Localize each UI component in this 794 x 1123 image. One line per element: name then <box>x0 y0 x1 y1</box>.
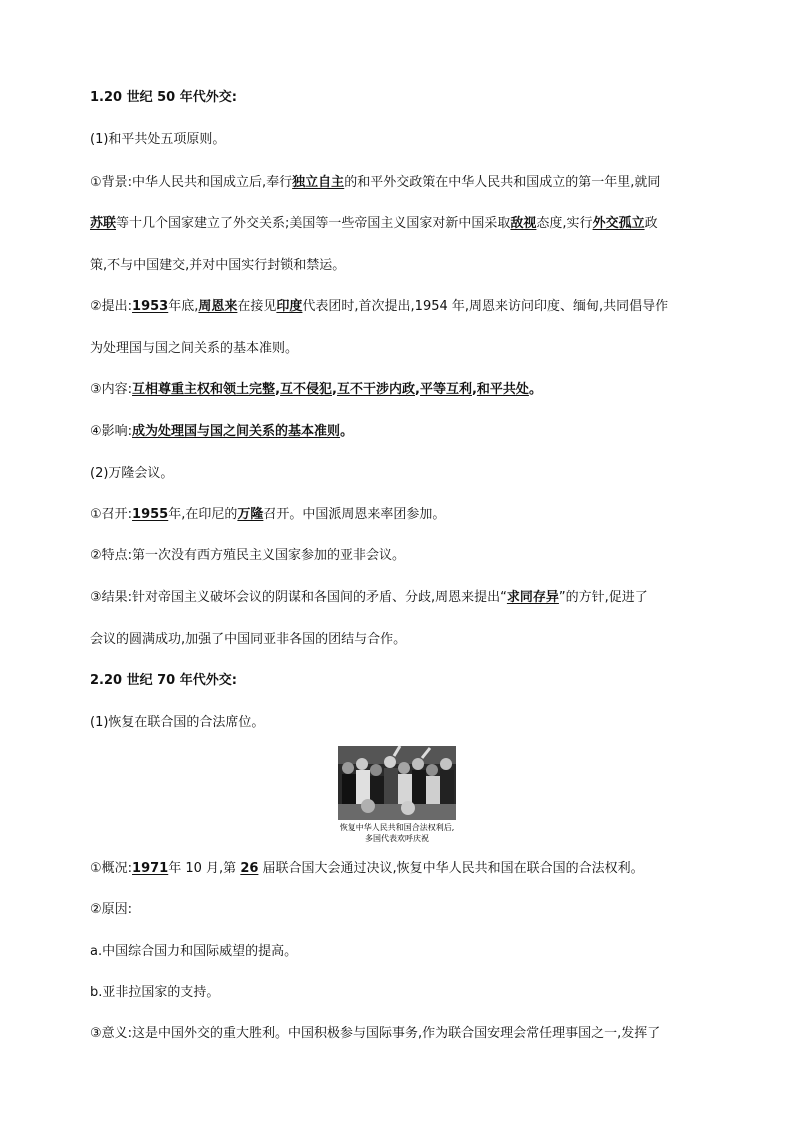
text-span: 召开。中国派周恩来率团参加。 <box>263 507 446 522</box>
section-1-heading: 1.20 世纪 50 年代外交: <box>90 90 237 105</box>
keyword: 外交孤立 <box>592 216 645 231</box>
background-line-1 <box>90 173 706 193</box>
feature-line: ②特点:第一次没有西方殖民主义国家参加的亚非会议。 <box>90 548 406 563</box>
text-span: 的和平外交政策在中华人民共和国成立的第一年里,就同 <box>344 175 661 190</box>
keyword: 求同存异 <box>506 590 559 605</box>
subsection-un-seat: (1)恢复在联合国的合法席位。 <box>90 715 265 730</box>
text-span: 在接见 <box>237 299 277 314</box>
text-span: ④影响: <box>90 424 133 439</box>
proposal-line-1 <box>90 297 706 317</box>
text-span: , <box>275 382 281 397</box>
text-span: ③内容: <box>90 382 133 397</box>
keyword: 周恩来 <box>198 299 238 314</box>
subsection-bandung: (2)万隆会议。 <box>90 466 174 481</box>
keyword: 1955 <box>132 507 169 522</box>
keyword: 互不侵犯 <box>280 382 333 397</box>
influence-line <box>90 422 706 442</box>
result-line-2: 会议的圆满成功,加强了中国同亚非各国的团结与合作。 <box>90 632 407 647</box>
photo-caption <box>338 822 456 844</box>
text-span: 年底, <box>168 299 199 314</box>
caption-line-2: 多国代表欢呼庆祝 <box>365 834 429 843</box>
text-span: , <box>415 382 420 397</box>
caption-line-1: 恢复中华人民共和国合法权利后, <box>339 823 455 832</box>
keyword: 1953 <box>132 299 169 314</box>
keyword: 印度 <box>276 299 303 314</box>
photo-image <box>338 746 456 820</box>
keyword: 1971 <box>132 861 169 876</box>
background-line-3: 策,不与中国建交,并对中国实行封锁和禁运。 <box>90 258 346 273</box>
content-line <box>90 380 706 400</box>
significance-line: ③意义:这是中国外交的重大胜利。中国积极参与国际事务,作为联合国安理会常任理事国之一,发挥了 <box>90 1026 661 1041</box>
subsection-five-principles: (1)和平共处五项原则。 <box>90 132 226 147</box>
text-span: 态度,实行 <box>536 216 593 231</box>
reason-b: b.亚非拉国家的支持。 <box>90 985 220 1000</box>
keyword: 26 <box>240 861 259 876</box>
result-line-1 <box>90 588 706 608</box>
text-span: 。 <box>340 424 354 439</box>
keyword: 成为处理国与国之间关系的基本准则 <box>132 424 341 439</box>
reason-heading: ②原因: <box>90 902 133 917</box>
text-span: ③结果:针对帝国主义破坏会议的阴谋和各国间的矛盾、分歧,周恩来提出“ <box>90 590 507 605</box>
overview-line <box>90 859 706 879</box>
text-span: 届联合国大会通过决议,恢复中华人民共和国在联合国的合法权利。 <box>258 861 644 876</box>
text-span: ”的方针,促进了 <box>558 590 648 605</box>
keyword: 互相尊重主权和领土完整 <box>132 382 276 397</box>
text-span: , <box>332 382 337 397</box>
text-span: 年 10 月,第 <box>168 861 241 876</box>
text-span: 年,在印尼的 <box>168 507 238 522</box>
text-span: ①召开: <box>90 507 133 522</box>
keyword: 独立自主 <box>292 175 345 190</box>
crowd-photo-icon <box>338 746 456 820</box>
section-2-heading: 2.20 世纪 70 年代外交: <box>90 673 237 688</box>
background-line-2 <box>90 214 706 234</box>
text-span: ①背景:中华人民共和国成立后,奉行 <box>90 175 293 190</box>
keyword: 和平共处 <box>476 382 529 397</box>
text-span: ②提出: <box>90 299 133 314</box>
keyword: 敌视 <box>510 216 537 231</box>
text-span: 政 <box>644 216 658 231</box>
text-span: 等十几个国家建立了外交关系;美国等一些帝国主义国家对新中国采取 <box>116 216 511 231</box>
un-photo-figure <box>338 746 456 846</box>
text-span: 。 <box>528 382 542 397</box>
keyword: 万隆 <box>237 507 264 522</box>
text-span: 代表团时,首次提出,1954 年,周恩来访问印度、缅甸,共同倡导作 <box>302 299 669 314</box>
text-span: ①概况: <box>90 861 133 876</box>
proposal-line-2: 为处理国与国之间关系的基本准则。 <box>90 341 299 356</box>
text-span: , <box>471 382 477 397</box>
keyword: 苏联 <box>90 216 117 231</box>
keyword: 平等互利 <box>419 382 472 397</box>
convening-line <box>90 505 706 525</box>
keyword: 互不干涉内政 <box>336 382 415 397</box>
reason-a: a.中国综合国力和国际威望的提高。 <box>90 944 298 959</box>
